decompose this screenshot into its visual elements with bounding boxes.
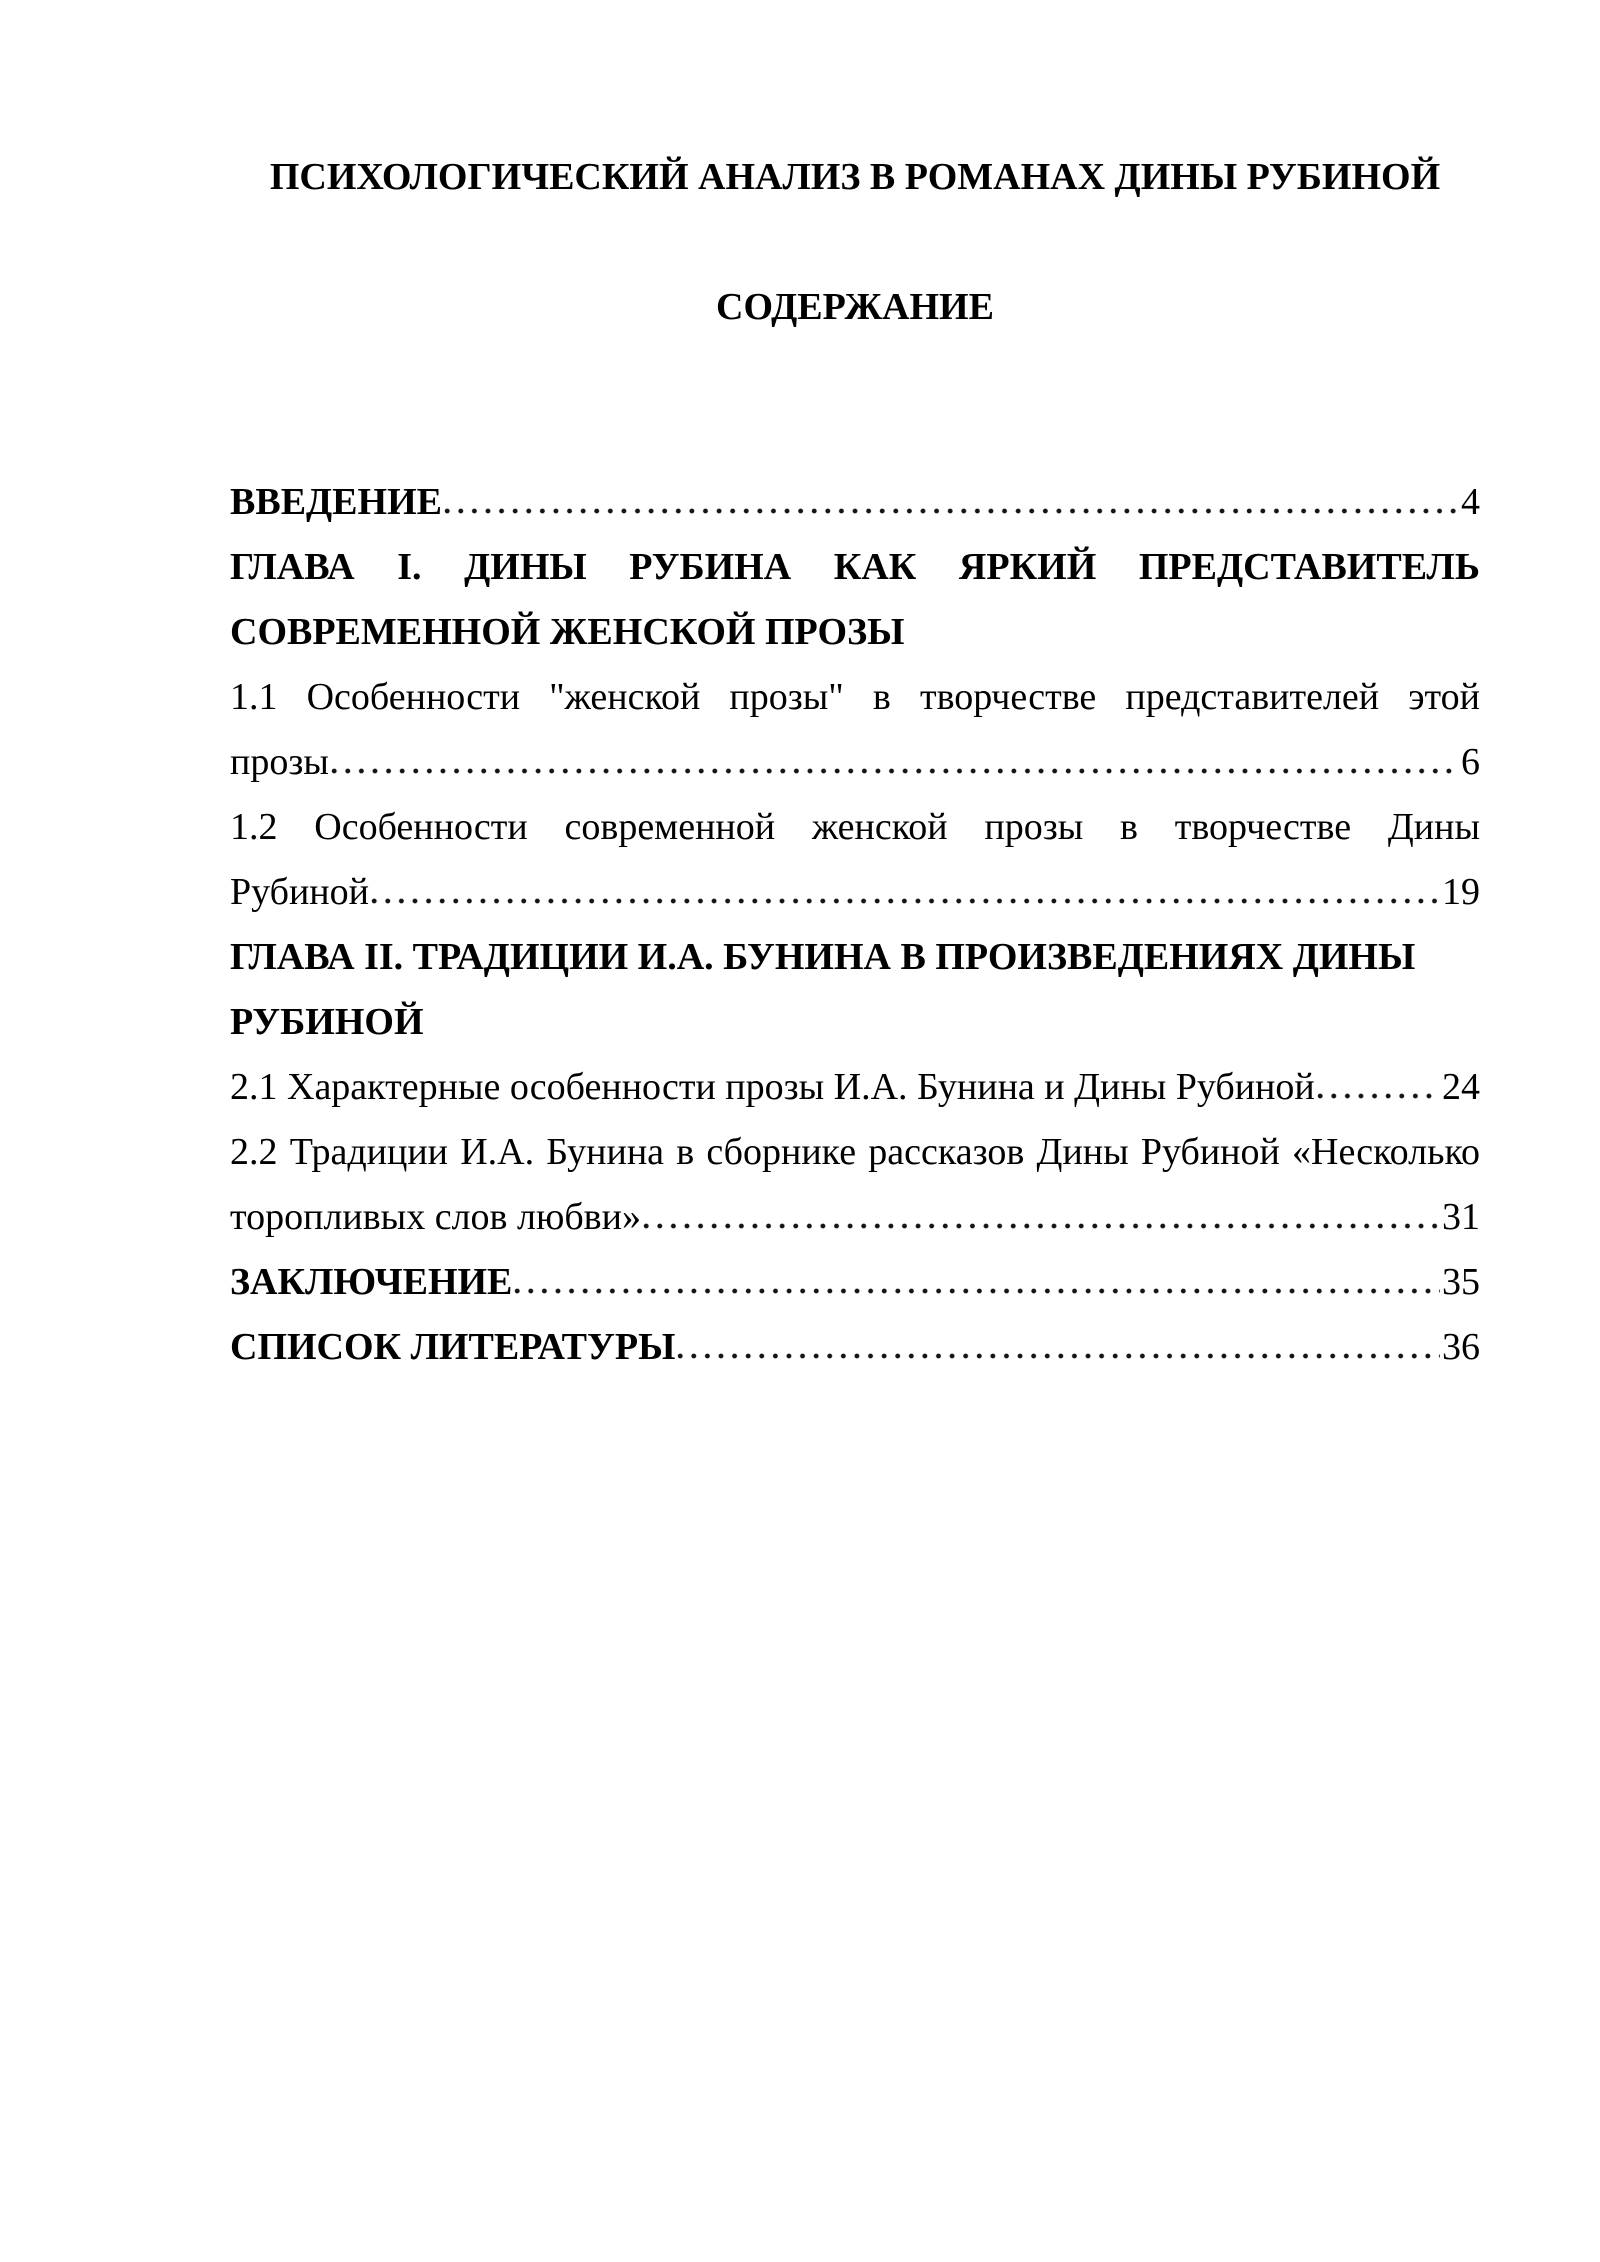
page-content xyxy=(230,0,1480,1380)
toc-entry-label: СПИСОК ЛИТЕРАТУРЫ xyxy=(230,1326,676,1368)
toc-entry xyxy=(230,1250,1480,1315)
toc-page-number: 31 xyxy=(1442,1196,1480,1238)
toc-entry-label: торопливых слов любви» xyxy=(230,1196,641,1238)
toc-page-number: 24 xyxy=(1442,1066,1480,1108)
dot-leader xyxy=(371,898,1440,904)
toc xyxy=(230,470,1480,1380)
toc-entry: 1.1 Особенности "женской прозы" в творчестве представителей этой xyxy=(230,676,1480,718)
toc-entry xyxy=(230,1055,1480,1120)
toc-entry xyxy=(230,1315,1480,1380)
toc-entry-label: 2.1 Характерные особенности прозы И.А. Бунина и Дины Рубиной xyxy=(230,1066,1315,1108)
toc-page-number: 36 xyxy=(1442,1326,1480,1368)
dot-leader xyxy=(677,1353,1440,1359)
toc-entry: РУБИНОЙ xyxy=(230,1001,424,1043)
toc-entry-label: ЗАКЛЮЧЕНИЕ xyxy=(230,1261,513,1303)
dot-leader xyxy=(643,1223,1440,1229)
toc-entry-label: прозы xyxy=(230,741,329,783)
dot-leader xyxy=(1317,1093,1440,1099)
toc-entry: ГЛАВА II. ТРАДИЦИИ И.А. БУНИНА В ПРОИЗВЕДЕНИЯХ ДИНЫ xyxy=(230,936,1416,978)
toc-entry: СОВРЕМЕННОЙ ЖЕНСКОЙ ПРОЗЫ xyxy=(230,611,905,653)
toc-entry xyxy=(230,730,1480,795)
toc-entry-label: Рубиной xyxy=(230,871,369,913)
toc-entry xyxy=(230,470,1480,535)
toc-page-number: 19 xyxy=(1442,871,1480,913)
toc-entry xyxy=(230,1185,1480,1250)
toc-entry: 2.2 Традиции И.А. Бунина в сборнике рассказов Дины Рубиной «Несколько xyxy=(230,1131,1480,1173)
toc-heading: СОДЕРЖАНИЕ xyxy=(716,286,994,328)
toc-page-number: 4 xyxy=(1461,481,1480,523)
toc-entry: ГЛАВА I. ДИНЫ РУБИНА КАК ЯРКИЙ ПРЕДСТАВИТЕЛЬ xyxy=(230,546,1480,588)
document-title: ПСИХОЛОГИЧЕСКИЙ АНАЛИЗ В РОМАНАХ ДИНЫ РУБИНОЙ xyxy=(269,156,1441,198)
toc-entry xyxy=(230,860,1480,925)
dot-leader xyxy=(514,1288,1440,1294)
dot-leader xyxy=(331,768,1459,774)
toc-entry-label: ВВЕДЕНИЕ xyxy=(230,481,442,523)
toc-entry: 1.2 Особенности современной женской прозы в творчестве Дины xyxy=(230,806,1480,848)
toc-page-number: 6 xyxy=(1461,741,1480,783)
dot-leader xyxy=(444,508,1459,514)
toc-page-number: 35 xyxy=(1442,1261,1480,1303)
